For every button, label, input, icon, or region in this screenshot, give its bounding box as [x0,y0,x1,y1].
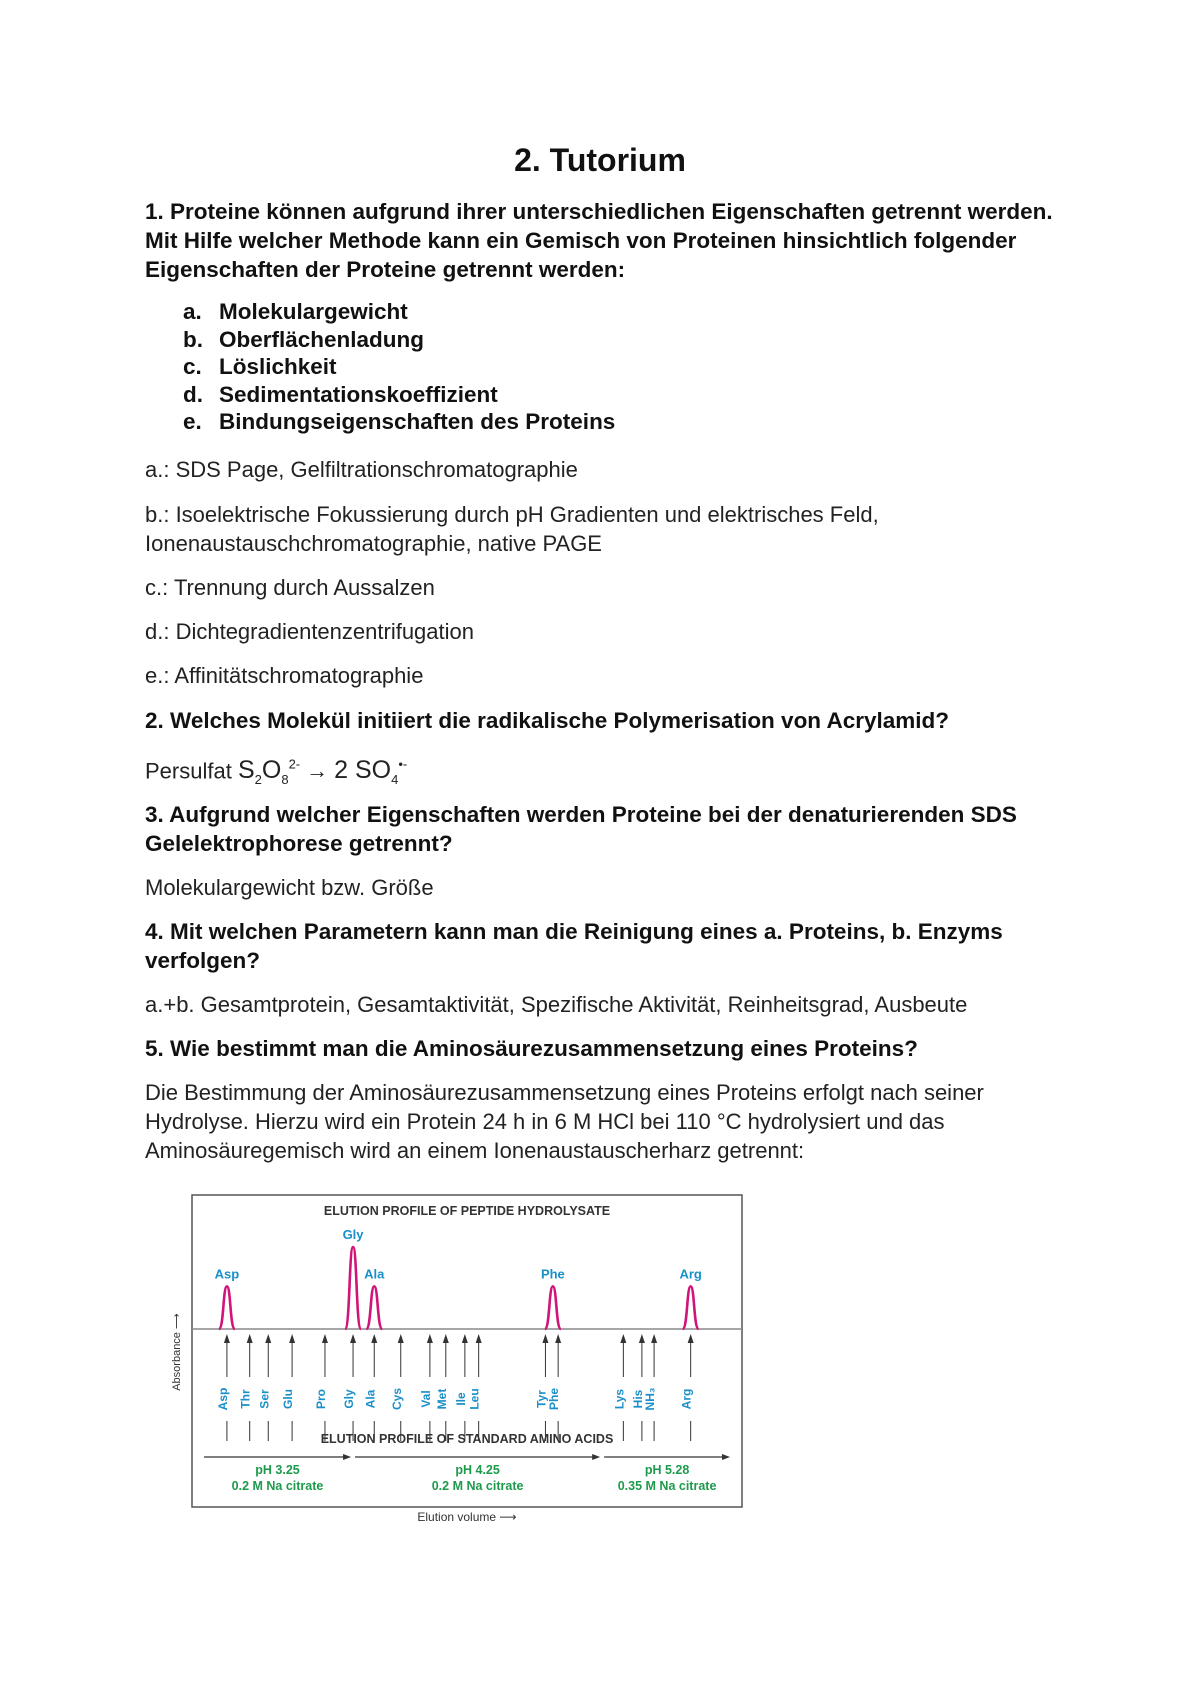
standard-label-phe: Phe [547,1387,562,1411]
buffer-conc-2: 0.2 M Na citrate [431,1479,524,1493]
buffer-ph-2: pH 4.25 [455,1463,500,1477]
answer-2 [145,750,1075,794]
property-list [183,298,615,436]
standard-label-asp: Asp [215,1387,230,1411]
reaction-arrow-icon: → [306,758,329,784]
question-3: 3. Aufgrund welcher Eigenschaften werden Proteine bei der denaturierenden SDS Gelelektrophorese getrennt? [145,802,1017,856]
standard-label-glu: Glu [281,1389,296,1409]
list-item: e. Bindungseigenschaften des Proteins [183,409,616,434]
y-axis-label: Absorbance ⟶ [171,1313,183,1391]
persulfate-formula: $S_2O_8^{2-} \to 2$ $SO_4^{•-}$ [237,756,408,788]
list-item: a. Molekulargewicht [183,299,408,324]
buffer-ph-3: pH 5.28 [644,1463,690,1477]
answer-1a: a.: SDS Page, Gelfiltrationschromatographie [145,457,578,482]
question-1: 1. Proteine können aufgrund ihrer unterschiedlichen Eigenschaften getrennt werden. Mit Hilfe welcher Methode kann ein Gemisch von Proteinen hinsichtlich folgender Eigenschaften der Proteine getrennt werden: [145,199,1053,282]
standard-label-cys: Cys [389,1387,404,1411]
x-axis-label: Elution volume ⟶ [417,1510,517,1524]
standard-label-ile: Ile [453,1392,468,1406]
page-title: 2. Tutorium [514,142,686,178]
figure-frame [192,1195,742,1507]
answer-3: Molekulargewicht bzw. Größe [145,875,434,900]
peak-label-ala: Ala [364,1266,385,1282]
question-5: 5. Wie bestimmt man die Aminosäurezusammensetzung eines Proteins? [145,1036,918,1061]
answer-4: a.+b. Gesamtprotein, Gesamtaktivität, Spezifische Aktivität, Reinheitsgrad, Ausbeute [145,992,968,1017]
list-item: c. Löslichkeit [183,354,337,379]
question-4: 4. Mit welchen Parametern kann man die Reinigung eines a. Proteins, b. Enzyms verfolgen? [145,919,1003,973]
standard-label-arg: Arg [679,1388,694,1410]
answer-1c: c.: Trennung durch Aussalzen [145,575,435,600]
standard-label-tyr: Tyr [534,1390,549,1408]
figure-bottom-title: ELUTION PROFILE OF STANDARD AMINO ACIDS [320,1432,614,1446]
standard-label-ser: Ser [257,1389,272,1409]
peak-label-phe: Phe [540,1266,565,1282]
buffer-conc-1: 0.2 M Na citrate [231,1479,324,1493]
standard-label-thr: Thr [238,1389,253,1409]
standard-label-gly: Gly [342,1389,357,1409]
standard-label-pro: Pro [313,1388,328,1410]
standard-label-leu: Leu [467,1388,482,1410]
standard-label-met: Met [434,1388,449,1410]
list-item: d. Sedimentationskoeffizient [183,381,498,407]
peak-label-gly: Gly [342,1227,364,1242]
standard-label-lys: Lys [612,1388,627,1410]
buffer-ph-1: pH 3.25 [255,1463,300,1477]
standard-label-his: His [630,1389,645,1409]
answer-1d: d.: Dichtegradientenzentrifugation [145,619,474,644]
standard-label-ala: Ala [363,1389,378,1409]
answer-5: Die Bestimmung der Aminosäurezusammensetzung eines Proteins erfolgt nach seiner Hydrolyse. Hierzu wird ein Protein 24 h in 6 M HCl bei 110 °C hydrolysiert und das Aminosäuregemisch wird an einem Ionenaustauscherharz getrennt: [145,1080,984,1163]
peak-label-arg: Arg [679,1266,702,1282]
standard-label-nh: NH₃ [643,1387,658,1411]
standard-label-val: Val [418,1390,433,1408]
buffer-conc-3: 0.35 M Na citrate [617,1479,717,1493]
answer-2-label: Persulfat [145,758,232,784]
answer-1b: b.: Isoelektrische Fokussierung durch pH Gradienten und elektrisches Feld, Ionenaustauschchromatographie, native PAGE [145,502,879,556]
answer-1e: e.: Affinitätschromatographie [145,663,424,688]
peak-label-asp: Asp [214,1266,240,1282]
figure-top-title: ELUTION PROFILE OF PEPTIDE HYDROLYSATE [323,1204,611,1218]
list-item: b. Oberflächenladung [183,326,425,352]
elution-profile-figure [150,1185,750,1525]
question-2: 2. Welches Molekül initiiert die radikalische Polymerisation von Acrylamid? [145,708,950,733]
